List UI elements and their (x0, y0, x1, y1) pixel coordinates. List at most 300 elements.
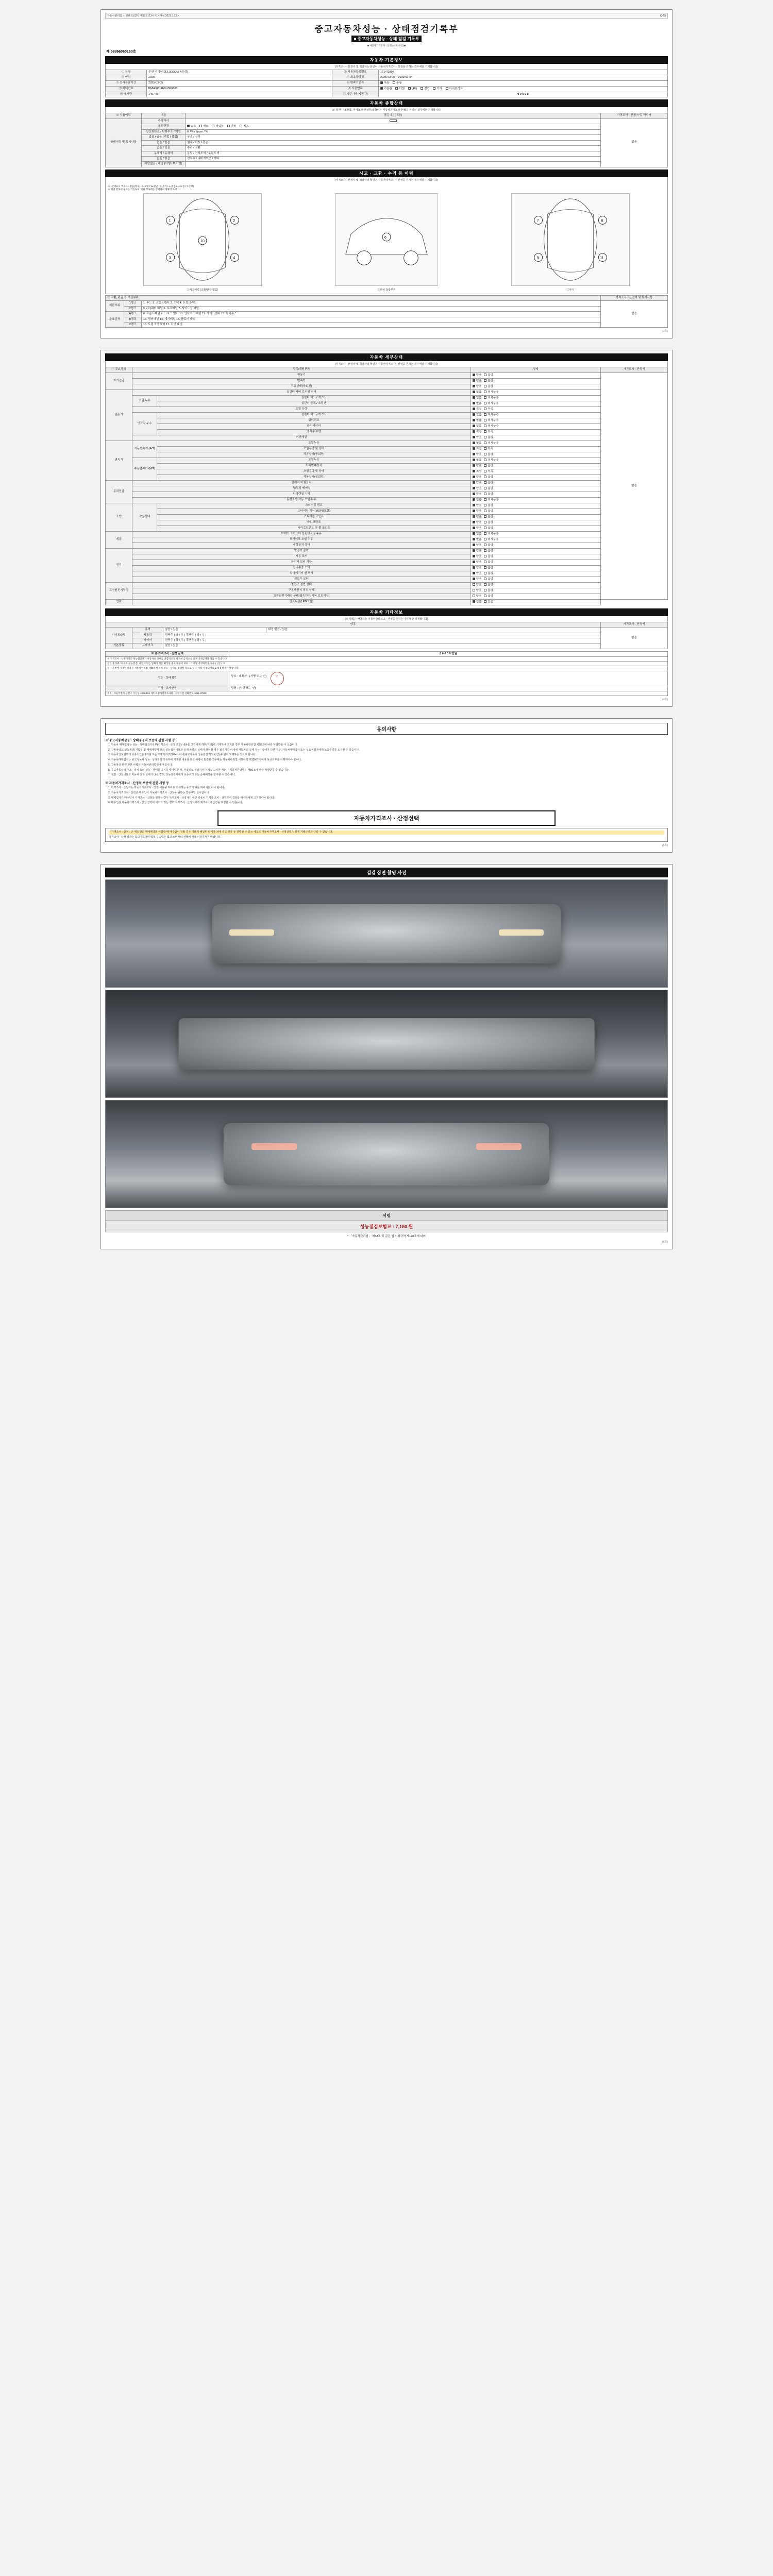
detail-col-3: 상태 (470, 367, 600, 372)
state-ok[interactable]: 양호 (473, 476, 482, 480)
detail-item: 작동상태(공회전) (132, 384, 471, 389)
detail-state[interactable] (470, 429, 600, 435)
form-header-right: (3쪽) (660, 14, 666, 18)
notice-item: 2. 자동차양도(성능점검)기록부 및 매매계약서 상의 성능점검내용과 실제 차량의 상태가 상이할 경우 보증기간 이내에 자동차의 실제 성능 · 상태가 다른 경우, 자동차매매업자 또는 성능점검자에게 보증수리를 요구할 수 있습니다. (108, 748, 360, 752)
diagram-caption-rear: ③부식 (566, 288, 575, 292)
detail-state[interactable] (470, 435, 600, 440)
price-band-label: ※ 총 가격조사 · 산정 금액 (106, 651, 229, 656)
basic-row-value: 161나2892 (379, 70, 668, 75)
parts-list: 16. 트렁크 플로어 17. 리어 패널 (142, 322, 601, 327)
detail-item: 클러치 어셈블리 (132, 480, 471, 486)
svg-text:11: 11 (600, 256, 604, 260)
svg-text:7: 7 (536, 219, 539, 223)
state-ok[interactable]: 양호 (473, 504, 482, 508)
basic-row-label: ⑩ 배기량 (106, 92, 147, 97)
diagram-side (335, 193, 438, 292)
detail-state[interactable] (470, 599, 600, 605)
signature-value-1[interactable]: 상호 : 대표자 : (서명 또는 인) 인 (229, 671, 668, 686)
notice-item: 6. 중고자동차의 구조 · 장치 등의 성능 · 상태를 고지하지 아니한 자, 거짓으로 점검하거나 거짓 고지한 자는 「자동차관리법」 제80조에 따라 처벌받을 수 있습니다. (108, 768, 290, 772)
detail-state[interactable] (470, 548, 600, 554)
state-bad[interactable]: 불량 (484, 544, 493, 548)
detail-state[interactable] (470, 537, 600, 543)
detail-group: 연료 (106, 599, 132, 605)
mileage-value (390, 120, 397, 122)
notice-item: 4. 자동차매매업자는 중고자동차 성능 · 상태점검 기록부에 기재된 내용과 다른 사항이 발견된 경우에는 자동차관리법 시행규칙 제120조에 따라 보증의무를 이행하여야 합니다. (108, 758, 302, 762)
other-value: 전축우 ( 좌 / 우 ) 후축우 ( 좌 / 우 ) (163, 633, 601, 638)
fuel-gasoline[interactable]: 가솔린 (380, 87, 392, 91)
state-ok[interactable]: 적정 (473, 470, 482, 474)
fuel-electric[interactable]: 전기 (421, 87, 430, 91)
fuel-etc[interactable]: 기타 (433, 87, 442, 91)
notice-item: 2. 자동차가격조사 · 산정은 매수인이 자동차가격조사 · 산정을 원하는 경우에만 실시합니다. (108, 791, 210, 794)
signature-value-2[interactable]: 성명 : (서명 또는 인) (229, 686, 668, 691)
state-none[interactable]: 없음 (473, 391, 482, 395)
svg-text:8: 8 (601, 219, 603, 223)
state-none[interactable]: 없음 (473, 600, 482, 604)
state-none[interactable]: 없음 (473, 498, 482, 502)
detail-state[interactable] (470, 463, 600, 469)
page-3 (100, 718, 673, 853)
transmission-options[interactable] (379, 80, 668, 86)
section-accident-note: (가격조사 · 산정자 및 책임자의 확인은 자동차가격조사 · 산정을 원하는 경우에만 기재합니다) (105, 177, 668, 183)
detail-group: 변속기 (106, 440, 132, 480)
opt-taxi[interactable]: 영업용 (212, 125, 224, 129)
detail-state[interactable] (470, 582, 600, 588)
detail-item: 원동기 (132, 372, 471, 378)
page-subtitle-note: ■ 자동차가격조사 · 산정 (선택 사항) ■ (367, 44, 406, 47)
state-bad[interactable]: 불량 (484, 504, 493, 508)
basic-row-value: KMHJ8811E0US56600 (147, 86, 332, 92)
detail-state[interactable] (470, 486, 600, 492)
detail-item: 고전원전기배선 상태(접속단자,피복,보호기구) (132, 594, 471, 599)
detail-state[interactable] (470, 423, 600, 429)
other-col-4: 가격조사 · 산정액 (601, 622, 668, 627)
detail-state[interactable] (470, 509, 600, 514)
photo-underbody (105, 990, 668, 1098)
state-row-item: 없음 / 있음 (142, 156, 186, 161)
opt-none[interactable]: 없음 (187, 125, 196, 129)
diagram-legend-2: ※ 해당 항목에 숫자를 기입하여, 기타 부위에는 상세하여 명확히 표시 (108, 188, 177, 191)
state-ok[interactable]: 양호 (473, 493, 482, 497)
detail-col-1: ④ 주요장치 (106, 367, 132, 372)
state-ok[interactable]: 양호 (473, 374, 482, 378)
detail-item: 실린더 커버 로커암 커버 (132, 389, 471, 395)
price-summary-table (105, 651, 668, 696)
state-ok[interactable]: 양호 (473, 572, 482, 576)
detail-subitem: 기어변속장치 (157, 463, 471, 469)
notice-item: 3. 매매업자가 매수인이 가격조사 · 산정을 원하는 경우 가격조사 · 산정자가 해당 자동차 가격을 조사 · 산정하여 결과를 매수인에게 고지하여야 합니다. (108, 796, 275, 800)
detail-item: 오일 유량 (132, 406, 471, 412)
photo-car-shape (224, 1123, 549, 1185)
state-none[interactable]: 없음 (473, 413, 482, 417)
section-other-band: 자동차 기타정보 (105, 608, 668, 616)
page-4 (100, 864, 673, 1249)
state-bad[interactable]: 불량 (484, 515, 493, 519)
state-bad[interactable]: 불량 (484, 572, 493, 576)
other-table (105, 622, 668, 649)
state-bad[interactable]: 불량 (484, 521, 493, 525)
detail-state[interactable] (470, 565, 600, 571)
detail-item: 브레이크 마스터 실린더오일 누유 (132, 531, 471, 537)
state-ok[interactable]: 양호 (473, 555, 482, 559)
state-row-value: 수리 / 교환 (186, 146, 601, 151)
opt-lease[interactable]: 리스 (240, 125, 249, 129)
parts-table (105, 295, 668, 328)
state-ok[interactable]: 양호 (473, 566, 482, 570)
state-bad[interactable]: 불량 (484, 374, 493, 378)
fuel-lpg[interactable]: LPG (408, 87, 417, 91)
basic-row-value: 2025 (147, 75, 332, 80)
other-value: 없음 / 있음 (163, 643, 601, 649)
page-2 (100, 350, 673, 707)
state-none[interactable]: 없음 (473, 442, 482, 446)
state-group-label: 상태이력 및 특기사항 (106, 118, 142, 167)
detail-group: 전기 (106, 548, 132, 582)
section-other-note: (※ 항목은 해당하는 자동차만다르고 · 산정을 원하는 경우에만 기재합니다) (105, 616, 668, 622)
svg-text:9: 9 (536, 256, 539, 260)
other-right-value: 없음 (601, 628, 668, 649)
detail-state[interactable] (470, 503, 600, 509)
other-value: 전축우 ( 좌 / 우 ) 후축우 ( 좌 / 우 ) (163, 638, 601, 643)
basic-row-label: ⑥ 변속기종류 (332, 80, 379, 86)
state-bad[interactable]: 불량 (484, 566, 493, 570)
detail-group: 조향 (106, 503, 132, 531)
state-none[interactable]: 없음 (473, 402, 482, 406)
detail-subitem: 작동상태(공회전) (157, 474, 471, 480)
detail-item: 디퍼렌셜 기어 (132, 492, 471, 497)
detail-subitem: 오일유량 및 상태 (157, 446, 471, 452)
detail-item: 발전기 출력 (132, 548, 471, 554)
state-none[interactable]: 없음 (473, 459, 482, 463)
state-micro[interactable]: 미세누유 (484, 459, 498, 463)
state-row-item: 없음 / 있음 (142, 140, 186, 145)
basic-row-value: 투싼 마이티(2LTJCGOM-A유형) (147, 70, 332, 75)
state-col-4: 가격조사 · 산정자 및 책임자 (601, 113, 668, 118)
car-rear-diagram (511, 193, 630, 286)
state-ok[interactable]: 양호 (473, 464, 482, 468)
detail-subgroup: 수동변속기 (M/T) (132, 457, 157, 480)
state-bad[interactable]: 불량 (484, 379, 493, 383)
detail-group: 원동기 (106, 389, 132, 440)
svg-text:10: 10 (200, 239, 205, 243)
state-bad[interactable]: 불량 (484, 583, 493, 587)
state-bad[interactable]: 불량 (484, 385, 493, 389)
state-none[interactable]: 없음 (473, 425, 482, 429)
fuel-options[interactable] (379, 86, 668, 92)
state-bad[interactable]: 불량 (484, 595, 493, 599)
detail-state[interactable] (470, 401, 600, 406)
section-basic-note: (가격조사 · 산정자 및 책임자는 본인이 자동차가격조사 · 산정을 원하는 경우에만 기재합니다) (105, 64, 668, 70)
state-bad[interactable]: 불량 (484, 510, 493, 514)
state-ok[interactable]: 양호 (473, 379, 482, 383)
state-ok[interactable]: 양호 (473, 527, 482, 531)
price-digits: 0 0 0 0 0 (379, 92, 668, 97)
basic-row-value: 2025-03-05 ~ 2030-03-04 (379, 75, 668, 80)
opt-gov[interactable]: 관용 (227, 125, 237, 129)
state-low[interactable]: 부족 (484, 430, 493, 434)
detail-state[interactable] (470, 452, 600, 457)
state-bad[interactable]: 불량 (484, 436, 493, 440)
state-row-value: 선루프 / 내비게이션 / 기타 (186, 156, 601, 161)
state-row-value[interactable] (186, 124, 601, 129)
state-none[interactable]: 없음 (473, 532, 482, 536)
state-none[interactable]: 없음 (473, 396, 482, 400)
state-micro[interactable]: 미세누유 (484, 391, 498, 395)
price-digits-value: 0 0 0 0 0 만원 (229, 651, 668, 656)
state-row-item: 일산화탄소 / 탄화수소 / 매연 (142, 129, 186, 134)
detail-col-4: 가격조사 · 산정액 (601, 367, 668, 372)
detail-subitem: 라디에이터 (157, 423, 471, 429)
detail-state[interactable] (470, 384, 600, 389)
detail-state[interactable] (470, 395, 600, 401)
diagram-row (108, 193, 665, 292)
detail-subitem: 실린더 헤드 / 개스킷 (157, 395, 471, 401)
detail-item: 와이퍼 모터 기능 (132, 560, 471, 565)
detail-subgroup: 자동변속기 (A/T) (132, 440, 157, 457)
price-note-1: ※ 가격조사 · 산정가격은 성능점검자가 자동차의 상태를 종합적으로 평가한 금액으로 실제 거래금액과 다를 수 있습니다. (106, 657, 668, 662)
detail-group: 제동 (106, 531, 132, 548)
state-ok[interactable]: 양호 (473, 510, 482, 514)
state-micro[interactable]: 미세누유 (484, 402, 498, 406)
section-detail-note: (가격조사 · 산정자 및 책임자의 확인은 자동차가격조사 · 산정을 원하는 경우에만 기재합니다) (105, 361, 668, 367)
other-group: 사이드슬립 (106, 628, 132, 643)
photo-section-band: 검검 장면 촬영 사진 (105, 868, 668, 877)
detail-item: 구동축전지 격리 상태 (132, 588, 471, 594)
detail-subitem: 스티어링 기어(MDPS포함) (157, 509, 471, 514)
detail-group: 고전원전기장치 (106, 582, 132, 599)
state-ok[interactable]: 양호 (473, 578, 482, 582)
state-row-item: 해당없음 / 해당 (이행 / 미이행) (142, 162, 186, 167)
diagram-rear (511, 193, 630, 292)
state-micro[interactable]: 미세누유 (484, 538, 498, 542)
state-col-3: 점검내용(내용) (186, 113, 601, 118)
basic-row-label: ④ 최초등록일 (332, 75, 379, 80)
detail-state[interactable] (470, 497, 600, 503)
state-bad[interactable]: 불량 (484, 487, 493, 491)
state-micro[interactable]: 미세누유 (484, 498, 498, 502)
section-basic-band: 자동차 기본정보 (105, 56, 668, 64)
detail-state[interactable] (470, 554, 600, 560)
state-ok[interactable]: 양호 (473, 521, 482, 525)
company-seal-icon: 인 (270, 671, 284, 686)
notice-item: 7. 점검 · 산정내용과 자동차 실제 상태가 다른 경우, 성능점검자에게 보증수리 또는 손해배상을 청구할 수 있습니다. (108, 773, 236, 777)
detail-item: 커먼레일 (132, 435, 471, 440)
detail-state[interactable] (470, 389, 600, 395)
detail-state[interactable] (470, 440, 600, 446)
fee-note: * 「자동차관리법」 제58조 및 같은 법 시행규칙 제120조에 따라 (347, 1235, 426, 1239)
state-row-item: 용도변경 (142, 124, 186, 129)
state-low[interactable]: 부족 (484, 447, 493, 451)
document-pages (0, 0, 773, 1265)
detail-state[interactable] (470, 577, 600, 582)
state-ok[interactable]: 양호 (473, 453, 482, 457)
state-ok[interactable]: 양호 (473, 515, 482, 519)
state-bad[interactable]: 불량 (484, 555, 493, 559)
parts-group: 외판부위 (106, 301, 124, 312)
state-ok[interactable]: 양호 (473, 595, 482, 599)
parts-rank: 2랭크 (124, 306, 142, 311)
price-note-3: 본 기록부에 기재된 내용은 자동차관리법 제58조에 따라 성능 · 상태를 점검한 것으로 실제 거래 시 참고자료로 활용하시기 바랍니다. (106, 666, 668, 671)
state-ok[interactable]: 적정 (473, 447, 482, 451)
price-survey-选择-title: 자동차가격조사 · 산정선택 (217, 810, 555, 826)
page-1-footer: (3쪽) (662, 330, 668, 333)
detail-item: 윈도우 모터 (132, 577, 471, 582)
state-col-1: ※ 사용이력 (106, 113, 142, 118)
state-micro[interactable]: 미세누수 (484, 419, 498, 423)
basic-row-label: ⑧ 사용연료 (332, 86, 379, 92)
section-state-note: (※ 검사·구조물품, 가격조사·산정자의 확인은 자동차가격조사·산정을 원하는 경우에만 기재합니다) (105, 107, 668, 113)
state-none[interactable]: 없음 (473, 538, 482, 542)
detail-subitem: 워터펌프 (157, 418, 471, 423)
parts-list: 5. (오)쿼터 패널 6. 루프패널 7. 사이드실 패널 (142, 306, 601, 311)
parts-title: ③ 교환, 판금 등 이상부위 (106, 295, 601, 300)
detail-item: 배력장치 상태 (132, 543, 471, 548)
state-yes[interactable]: 있음 (484, 600, 493, 604)
state-ok[interactable]: 양호 (473, 561, 482, 565)
photo-car-shape (179, 1018, 595, 1070)
state-ok[interactable]: 양호 (473, 487, 482, 491)
detail-group: 자기진단 (106, 372, 132, 389)
state-row-value: 동일 / 전체도색 / 부분도색 (186, 151, 601, 156)
state-ok[interactable]: 적정 (473, 408, 482, 412)
fuel-diesel[interactable]: 디젤 (395, 87, 405, 91)
detail-state[interactable] (470, 418, 600, 423)
state-bad[interactable]: 불량 (484, 578, 493, 582)
state-bad[interactable]: 불량 (484, 527, 493, 531)
other-group: 기본품목 (106, 643, 132, 649)
transmission-auto[interactable]: 자동 (380, 81, 390, 86)
state-micro[interactable]: 미세누수 (484, 413, 498, 417)
diagram-caption-front: ①사고이력 (교환/판금 없음) (187, 288, 219, 292)
detail-state[interactable] (470, 457, 600, 463)
state-low[interactable]: 부족 (484, 470, 493, 474)
detail-state[interactable] (470, 588, 600, 594)
detail-state[interactable] (470, 469, 600, 474)
parts-group: 주요골격 (106, 312, 124, 328)
detail-table (105, 367, 668, 605)
state-bad[interactable]: 불량 (484, 589, 493, 593)
detail-state[interactable] (470, 378, 600, 384)
basic-row-label: ② 자동차등록번호 (332, 70, 379, 75)
detail-subitem: 오일누유 (157, 457, 471, 463)
detail-state[interactable] (470, 526, 600, 531)
state-bad[interactable]: 불량 (484, 453, 493, 457)
detail-state[interactable] (470, 474, 600, 480)
parts-rank: A랭크 (124, 312, 142, 317)
detail-subitem: 타이로드엔드 및 볼 조인트 (157, 526, 471, 531)
detail-state[interactable] (470, 492, 600, 497)
detail-state[interactable] (470, 571, 600, 577)
detail-state[interactable] (470, 531, 600, 537)
detail-subitem: 스티어링 펌프 (157, 503, 471, 509)
state-row-item: 주행거리 (142, 118, 186, 124)
detail-item: 라디에이터 팬 모터 (132, 571, 471, 577)
parts-list: 8. 프론트패널 9. 크로스 멤버 10. 인사이드 패널 11. 사이드멤버 12. 휠하우스 (142, 312, 601, 317)
detail-state[interactable] (470, 514, 600, 520)
car-front-diagram (143, 193, 262, 286)
state-ok[interactable]: 양호 (473, 589, 482, 593)
page-2-footer: (4쪽) (662, 698, 668, 701)
state-micro[interactable]: 미세누수 (484, 425, 498, 429)
basic-row-label: ⑤ 검사유효기간 (106, 80, 147, 86)
state-low[interactable]: 부족 (484, 408, 493, 412)
section-state-band: 자동차 종합상태 (105, 99, 668, 107)
price-survey-note (105, 828, 668, 842)
signature-band: 서명 (105, 1210, 668, 1221)
state-bad[interactable]: 불량 (484, 476, 493, 480)
photo-rear-lift (105, 1100, 668, 1208)
state-ok[interactable]: 양호 (473, 385, 482, 389)
detail-state[interactable] (470, 560, 600, 565)
detail-state[interactable] (470, 412, 600, 418)
basic-row-label: ① 차명 (106, 70, 147, 75)
state-micro[interactable]: 미세누유 (484, 532, 498, 536)
detail-item: 시동 모터 (132, 554, 471, 560)
state-ok[interactable]: 양호 (473, 481, 482, 485)
state-ok[interactable]: 적정 (473, 430, 482, 434)
state-ok[interactable]: 양호 (473, 549, 482, 553)
detail-state[interactable] (470, 406, 600, 412)
state-right-value: 없음 (601, 118, 668, 167)
state-bad[interactable]: 불량 (484, 561, 493, 565)
detail-item: 충전구 절연 상태 (132, 582, 471, 588)
notice-heading-2: ※ 자동차가격조사 · 산정의 보증에 관한 사항 등 (105, 782, 169, 786)
price-survey-note-line-1: 「가격조사 · 산정」은 매도인의 매매계약을 체결할 때 매수인이 원할 경우 거래가 해당된 판매자 외에 중고 신규 등 선택할 수 있는 제도로 자동차가격조사 · 산정금액은 실제 거래금액과 다를 수 있습니다. (109, 831, 664, 835)
transmission-manual[interactable]: 수동 (393, 81, 402, 86)
detail-state[interactable] (470, 543, 600, 548)
car-side-diagram (335, 193, 438, 286)
state-none[interactable]: 없음 (473, 419, 482, 423)
other-col-1: 항목 (106, 622, 601, 627)
fuel-hybrid[interactable]: 하이브리드 (446, 87, 463, 91)
opt-rent[interactable]: 렌트 (199, 125, 209, 129)
detail-state[interactable] (470, 446, 600, 452)
state-micro[interactable]: 미세누유 (484, 396, 498, 400)
other-value-2: 내경 없음 / 있음 (266, 628, 601, 633)
notice-title: 유의사항 (105, 723, 668, 735)
state-bad[interactable]: 불량 (484, 464, 493, 468)
photo-tail-lamp-left (251, 1143, 296, 1149)
state-ok[interactable]: 양호 (473, 583, 482, 587)
detail-state[interactable] (470, 372, 600, 378)
other-item: 제동력 (132, 633, 163, 638)
detail-subitem: 오일누유 (157, 440, 471, 446)
photo-front-lift (105, 879, 668, 988)
detail-state[interactable] (470, 520, 600, 526)
detail-subitem: 오일유량 및 상태 (157, 469, 471, 474)
page-1 (100, 9, 673, 338)
parts-rank: 1랭크 (124, 301, 142, 306)
detail-subgroup: 작동상태 (132, 503, 157, 531)
state-bad[interactable]: 불량 (484, 549, 493, 553)
document-number: 제 59366060160호 (106, 50, 137, 54)
state-bad[interactable]: 불량 (484, 481, 493, 485)
detail-group: 동력전달 (106, 480, 132, 503)
state-ok[interactable]: 양호 (473, 544, 482, 548)
state-table (105, 113, 668, 167)
detail-subitem: 스티어링 조인트 (157, 514, 471, 520)
state-micro[interactable]: 미세누유 (484, 442, 498, 446)
svg-text:1: 1 (169, 219, 171, 223)
detail-item: 변속기 (132, 378, 471, 384)
detail-item: 동력조향 작동 오일 누유 (132, 497, 471, 503)
notice-item: 5. 자동차의 관리 관한 사항은 자동차관리법령에 따릅니다. (108, 763, 173, 767)
detail-state[interactable] (470, 480, 600, 486)
notice-item: 4. 매수인은 자동차가격조사 · 산정 결과에 이의가 있는 경우 가격조사 · 산정자에게 재조사 · 재산정을 요청할 수 있습니다. (108, 801, 243, 805)
state-ok[interactable]: 양호 (473, 436, 482, 440)
detail-state[interactable] (470, 594, 600, 599)
state-bad[interactable]: 불량 (484, 493, 493, 497)
